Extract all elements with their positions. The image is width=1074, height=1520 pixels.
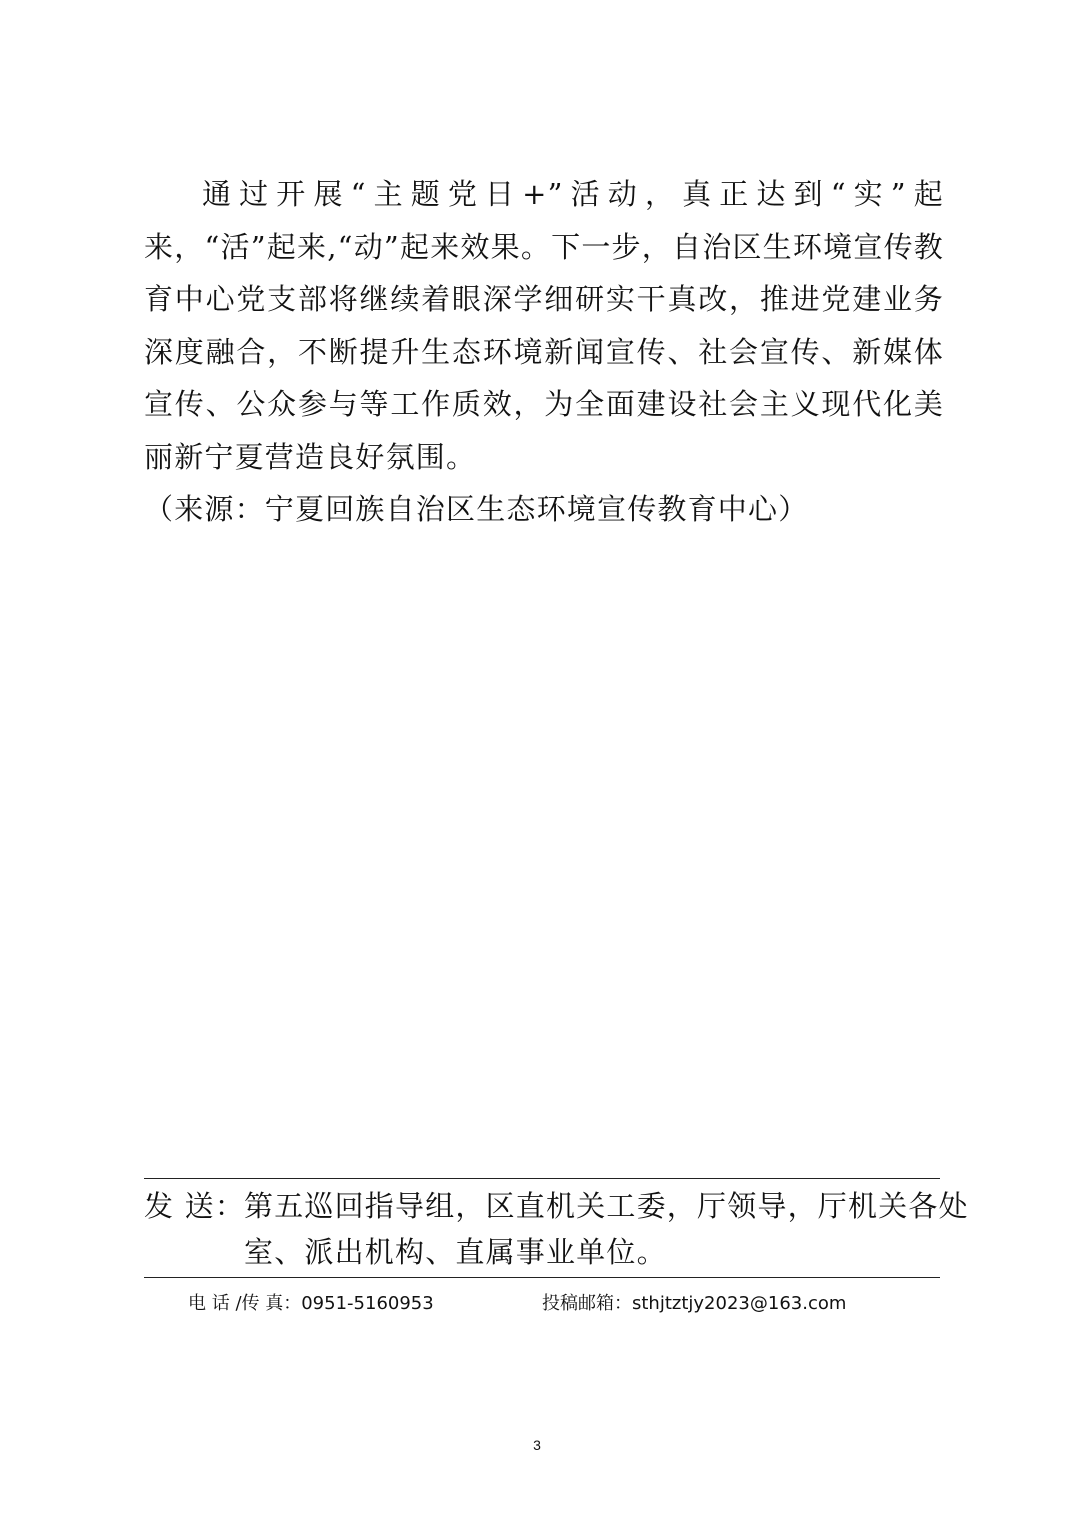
- contact-email: [542, 1290, 846, 1318]
- page-number: 3: [533, 1437, 541, 1453]
- body-text: [144, 168, 944, 536]
- distribution-line-1: 第五巡回指导组，区直机关工委，厅领导，厅机关各处: [244, 1189, 969, 1223]
- phone-label: 电 话 /传 真：: [188, 1293, 302, 1314]
- distribution-bottom-rule: [144, 1277, 940, 1278]
- source-attribution: （来源：宁夏回族自治区生态环境宣传教育中心）: [144, 492, 809, 526]
- distribution-label: 发 送：: [144, 1189, 246, 1223]
- contact-phone: [188, 1290, 434, 1318]
- email-label: 投稿邮箱：: [542, 1293, 632, 1314]
- body-paragraph: 通过开展“主题党日+”活动，真正达到“实”起来，“活”起来,“动”起来效果。下一步，自治区生环境宣传教育中心党支部将继续着眼深学细研实干真改，推进党建业务深度融合，不断提升生态环境新闻宣传、社会宣传、新媒体宣传、公众参与等工作质效，为全面建设社会主义现代化美丽新宁夏营造良好氛围。: [144, 177, 944, 474]
- phone-value: 0951-5160953: [301, 1293, 434, 1314]
- distribution-recipients: [244, 1183, 969, 1275]
- email-value: sthjtztjy2023@163.com: [632, 1293, 847, 1314]
- distribution-line-2: 室、派出机构、直属事业单位。: [244, 1235, 667, 1269]
- distribution-top-rule: [144, 1178, 940, 1179]
